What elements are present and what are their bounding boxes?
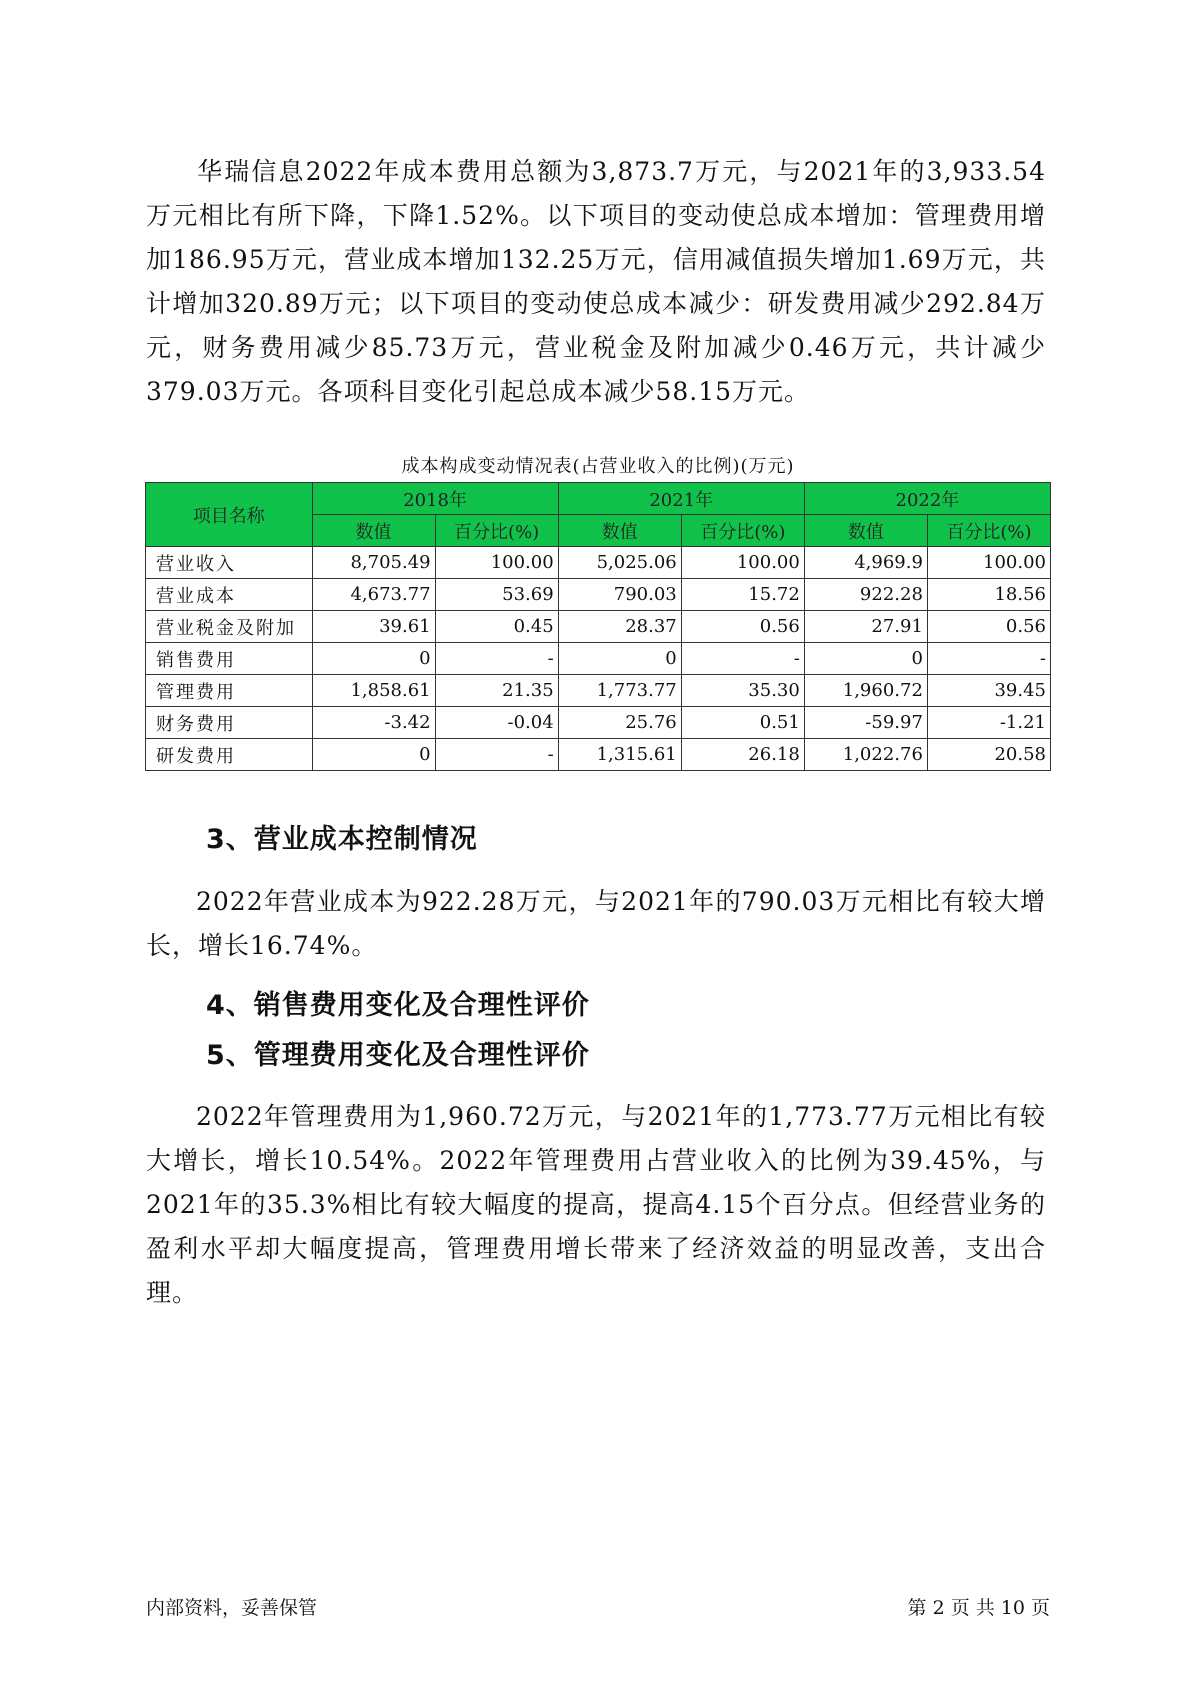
row-label: 研发费用 [146, 739, 313, 771]
cell-percent: 26.18 [681, 739, 804, 771]
cell-percent: 100.00 [681, 547, 804, 579]
cell-percent: 53.69 [435, 579, 558, 611]
cell-value: 0 [558, 643, 681, 675]
header-item-name: 项目名称 [146, 483, 313, 547]
table-row [146, 547, 1051, 579]
cell-value: 1,773.77 [558, 675, 681, 707]
cell-percent: -1.21 [927, 707, 1050, 739]
table-row [146, 675, 1051, 707]
cell-value: 5,025.06 [558, 547, 681, 579]
header-year-2018: 2018年 [312, 483, 558, 515]
cell-percent: 15.72 [681, 579, 804, 611]
section-heading-4: 4、销售费用变化及合理性评价 [206, 990, 590, 1021]
paragraph-operating-cost [146, 880, 1046, 968]
header-value: 数值 [312, 515, 435, 547]
cell-percent: - [435, 739, 558, 771]
header-value: 数值 [804, 515, 927, 547]
row-label: 管理费用 [146, 675, 313, 707]
footer-confidential-note: 内部资料，妥善保管 [146, 1597, 318, 1619]
cell-value: 4,673.77 [312, 579, 435, 611]
cell-percent: 39.45 [927, 675, 1050, 707]
cell-value: 1,960.72 [804, 675, 927, 707]
cell-value: 0 [804, 643, 927, 675]
cell-value: 39.61 [312, 611, 435, 643]
cell-percent: 35.30 [681, 675, 804, 707]
paragraph-cost-summary-text: 华瑞信息2022年成本费用总额为3,873.7万元，与2021年的3,933.54万元相比有所下降，下降1.52%。以下项目的变动使总成本增加：管理费用增加186.95万元，营业成本增加132.25万元，信用减值损失增加1.69万元，共计增加320.89万元；以下项目的变动使总成本减少：研发费用减少292.84万元，财务费用减少85.73万元，营业税金及附加减少0.46万元，共计减少379.03万元。各项科目变化引起总成本减少58.15万元。 [146, 157, 1046, 406]
paragraph-cost-summary [146, 150, 1046, 414]
header-percent: 百分比(%) [435, 515, 558, 547]
cell-value: 0 [312, 643, 435, 675]
cell-value: 27.91 [804, 611, 927, 643]
paragraph-management-expense-text: 2022年管理费用为1,960.72万元，与2021年的1,773.77万元相比有较大增长，增长10.54%。2022年管理费用占营业收入的比例为39.45%，与2021年的35.3%相比有较大幅度的提高，提高4.15个百分点。但经营业务的盈利水平却大幅度提高，管理费用增长带来了经济效益的明显改善，支出合理。 [146, 1102, 1046, 1307]
cell-value: 8,705.49 [312, 547, 435, 579]
cell-percent: - [681, 643, 804, 675]
cell-percent: 21.35 [435, 675, 558, 707]
row-label: 财务费用 [146, 707, 313, 739]
footer-page-number: 第 2 页 共 10 页 [907, 1597, 1050, 1619]
cell-percent: 100.00 [435, 547, 558, 579]
table-row [146, 643, 1051, 675]
cell-value: -59.97 [804, 707, 927, 739]
cell-value: 0 [312, 739, 435, 771]
cell-percent: 20.58 [927, 739, 1050, 771]
row-label: 营业成本 [146, 579, 313, 611]
cell-value: 4,969.9 [804, 547, 927, 579]
cell-percent: 0.56 [681, 611, 804, 643]
cell-value: 25.76 [558, 707, 681, 739]
cell-value: 1,022.76 [804, 739, 927, 771]
cell-value: 1,858.61 [312, 675, 435, 707]
cell-value: 790.03 [558, 579, 681, 611]
cost-structure-table [145, 482, 1051, 771]
row-label: 营业税金及附加 [146, 611, 313, 643]
cell-percent: - [435, 643, 558, 675]
cell-percent: 0.56 [927, 611, 1050, 643]
section-heading-5: 5、管理费用变化及合理性评价 [206, 1040, 590, 1071]
cell-percent: 0.51 [681, 707, 804, 739]
cell-percent: 100.00 [927, 547, 1050, 579]
table-row [146, 739, 1051, 771]
row-label: 销售费用 [146, 643, 313, 675]
cell-percent: - [927, 643, 1050, 675]
table-row [146, 611, 1051, 643]
cell-percent: -0.04 [435, 707, 558, 739]
cell-value: 28.37 [558, 611, 681, 643]
paragraph-operating-cost-text: 2022年营业成本为922.28万元，与2021年的790.03万元相比有较大增长，增长16.74%。 [146, 887, 1046, 960]
table-row [146, 707, 1051, 739]
table-row [146, 579, 1051, 611]
table-header-row-years [146, 483, 1051, 515]
header-year-2022: 2022年 [804, 483, 1050, 515]
header-percent: 百分比(%) [681, 515, 804, 547]
section-heading-3: 3、营业成本控制情况 [206, 824, 478, 855]
cell-value: 1,315.61 [558, 739, 681, 771]
header-percent: 百分比(%) [927, 515, 1050, 547]
paragraph-management-expense [146, 1095, 1046, 1315]
header-value: 数值 [558, 515, 681, 547]
cell-value: -3.42 [312, 707, 435, 739]
header-year-2021: 2021年 [558, 483, 804, 515]
cell-percent: 0.45 [435, 611, 558, 643]
table-caption: 成本构成变动情况表(占营业收入的比例)(万元) [401, 456, 795, 477]
row-label: 营业收入 [146, 547, 313, 579]
cell-percent: 18.56 [927, 579, 1050, 611]
cell-value: 922.28 [804, 579, 927, 611]
